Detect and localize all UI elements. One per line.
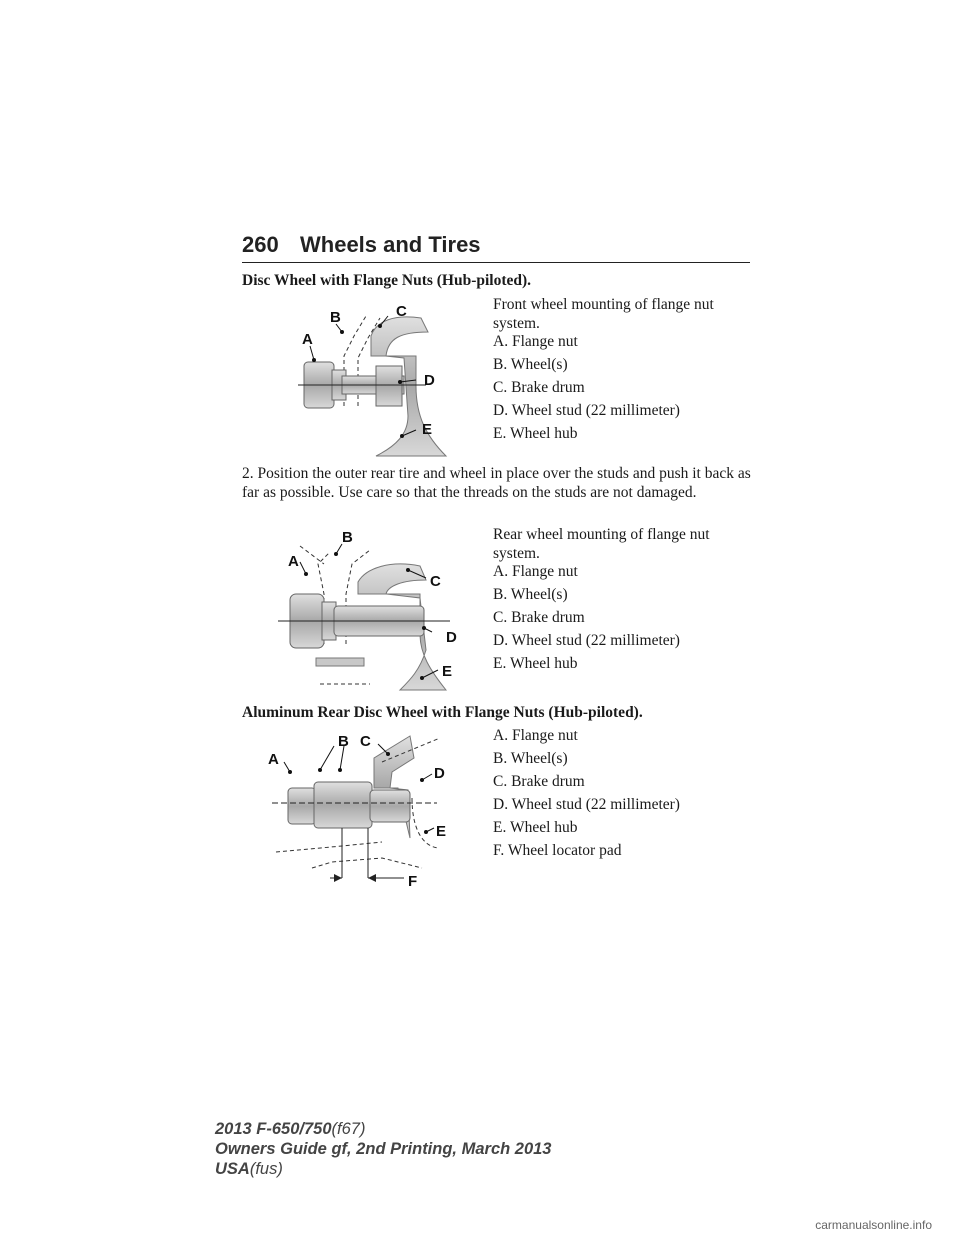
section3-legend-a: A. Flange nut <box>493 727 578 744</box>
section2-legend-e: E. Wheel hub <box>493 655 578 672</box>
figure3-label-f: F <box>408 873 418 890</box>
figure3-label-a: A <box>268 751 279 768</box>
section3-legend-e: E. Wheel hub <box>493 819 578 836</box>
figure3-label-c: C <box>360 733 371 750</box>
section1-caption: Front wheel mounting of flange nut system. <box>493 296 714 332</box>
section1-legend-a: A. Flange nut <box>493 333 578 350</box>
rear-wheel-figure <box>270 524 470 694</box>
aluminum-wheel-figure <box>262 728 472 893</box>
section3-heading: Aluminum Rear Disc Wheel with Flange Nuts (Hub-piloted). <box>242 704 643 721</box>
section3-legend-d: D. Wheel stud (22 millimeter) <box>493 796 680 813</box>
figure2-label-a: A <box>288 553 299 570</box>
section2-legend-a: A. Flange nut <box>493 563 578 580</box>
figure3-label-d: D <box>434 765 445 782</box>
figure2-label-d: D <box>446 629 457 646</box>
section1-legend-e: E. Wheel hub <box>493 425 578 442</box>
step-2-paragraph: 2. Position the outer rear tire and wheel in place over the studs and push it back as far as possible. Use care so that the threads on the studs are not damaged. <box>242 465 751 501</box>
figure2-label-c: C <box>430 573 441 590</box>
watermark: carmanualsonline.info <box>815 1218 932 1232</box>
section2-legend-b: B. Wheel(s) <box>493 586 568 603</box>
footer-market-code: (fus) <box>249 1160 283 1178</box>
section1-heading: Disc Wheel with Flange Nuts (Hub-piloted). <box>242 272 532 289</box>
section1-legend-d: D. Wheel stud (22 millimeter) <box>493 402 680 419</box>
figure1-label-c: C <box>396 303 407 320</box>
section2-caption: Rear wheel mounting of flange nut system. <box>493 526 710 562</box>
figure1-label-b: B <box>330 309 341 326</box>
figure2-label-b: B <box>342 529 353 546</box>
section1-legend-c: C. Brake drum <box>493 379 585 396</box>
footer-model: 2013 F-650/750 <box>215 1120 332 1138</box>
footer-model-line <box>215 1120 365 1139</box>
footer-market-line <box>215 1160 283 1179</box>
front-wheel-figure <box>276 296 466 461</box>
footer-market: USA <box>215 1160 250 1178</box>
section3-legend-c: C. Brake drum <box>493 773 585 790</box>
footer-guide-line <box>215 1140 552 1159</box>
figure1-label-e: E <box>422 421 433 438</box>
section1-legend-b: B. Wheel(s) <box>493 356 568 373</box>
figure1-label-a: A <box>302 331 313 348</box>
section2-legend-d: D. Wheel stud (22 millimeter) <box>493 632 680 649</box>
figure2-label-e: E <box>442 663 453 680</box>
page-number: 260 <box>242 232 279 257</box>
footer-guide: Owners Guide gf, 2nd Printing, March 2013 <box>215 1140 552 1158</box>
section2-legend-c: C. Brake drum <box>493 609 585 626</box>
footer-model-code: (f67) <box>331 1120 366 1138</box>
section3-legend-b: B. Wheel(s) <box>493 750 568 767</box>
header-divider <box>242 262 750 263</box>
section-title: Wheels and Tires <box>300 232 481 257</box>
section3-legend-f: F. Wheel locator pad <box>493 842 622 859</box>
figure3-label-e: E <box>436 823 447 840</box>
figure1-label-d: D <box>424 372 435 389</box>
figure3-label-b: B <box>338 733 349 750</box>
